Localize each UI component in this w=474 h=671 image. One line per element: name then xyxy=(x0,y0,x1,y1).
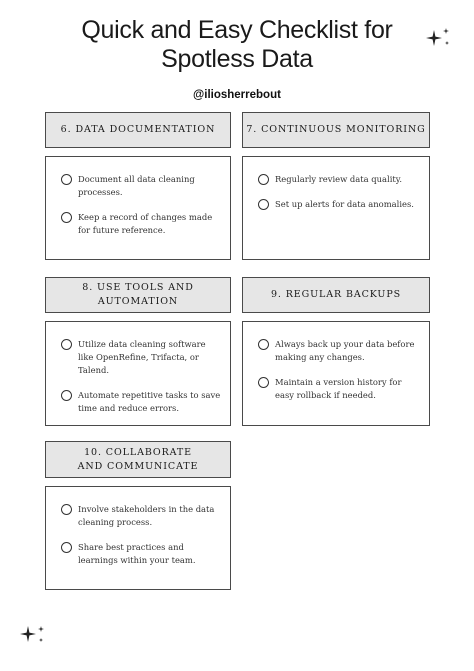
section-header-documentation: 6. DATA DOCUMENTATION xyxy=(45,112,231,148)
title-line-1: Quick and Easy Checklist for xyxy=(81,16,393,44)
section-header-tools: 8. USE TOOLS AND AUTOMATION xyxy=(45,277,231,313)
section-header-monitoring: 7. CONTINUOUS MONITORING xyxy=(242,112,430,148)
checklist-item[interactable] xyxy=(61,503,222,529)
checklist-item[interactable] xyxy=(258,173,421,186)
checklist-item[interactable] xyxy=(61,211,222,237)
section-header-backups: 9. REGULAR BACKUPS xyxy=(242,277,430,313)
checkbox-circle-icon[interactable] xyxy=(61,174,72,185)
section-box-documentation xyxy=(45,156,231,260)
checkbox-circle-icon[interactable] xyxy=(61,390,72,401)
section-box-tools xyxy=(45,321,231,426)
checkbox-circle-icon[interactable] xyxy=(258,174,269,185)
checklist-item[interactable] xyxy=(61,338,222,377)
checkbox-circle-icon[interactable] xyxy=(61,504,72,515)
checkbox-circle-icon[interactable] xyxy=(258,339,269,350)
checklist-item-text: Maintain a version history for easy rollback if needed. xyxy=(275,377,402,400)
checkbox-circle-icon[interactable] xyxy=(61,212,72,223)
checkbox-circle-icon[interactable] xyxy=(61,542,72,553)
checklist-item[interactable] xyxy=(258,338,421,364)
checklist-item-text: Share best practices and learnings within your team. xyxy=(78,542,196,565)
checkbox-circle-icon[interactable] xyxy=(258,199,269,210)
checklist-item-text: Utilize data cleaning software like OpenRefine, Trifacta, or Talend. xyxy=(78,339,206,375)
checklist-item-text: Document all data cleaning processes. xyxy=(78,174,195,197)
section-box-collaborate xyxy=(45,486,231,590)
sparkle-icon xyxy=(16,622,48,646)
checklist-item[interactable] xyxy=(61,541,222,567)
section-box-backups xyxy=(242,321,430,426)
section-box-monitoring xyxy=(242,156,430,260)
checklist-item-text: Regularly review data quality. xyxy=(275,174,403,184)
checklist-item[interactable] xyxy=(61,173,222,199)
page-title xyxy=(0,16,474,74)
sparkle-icon xyxy=(424,26,454,50)
checklist-item[interactable] xyxy=(61,389,222,415)
checkbox-circle-icon[interactable] xyxy=(258,377,269,388)
checklist-item[interactable] xyxy=(258,198,421,211)
checklist-item-text: Always back up your data before making any changes. xyxy=(275,339,415,362)
title-line-2: Spotless Data xyxy=(161,45,313,73)
author-handle: @iliosherrebout xyxy=(193,89,281,101)
checklist-item[interactable] xyxy=(258,376,421,402)
checklist-item-text: Keep a record of changes made for future reference. xyxy=(78,212,213,235)
checklist-item-text: Automate repetitive tasks to save time and reduce errors. xyxy=(78,390,221,413)
checklist-item-text: Involve stakeholders in the data cleaning process. xyxy=(78,504,215,527)
checkbox-circle-icon[interactable] xyxy=(61,339,72,350)
checklist-item-text: Set up alerts for data anomalies. xyxy=(275,199,414,209)
section-header-collaborate: 10. COLLABORATE AND COMMUNICATE xyxy=(45,441,231,478)
